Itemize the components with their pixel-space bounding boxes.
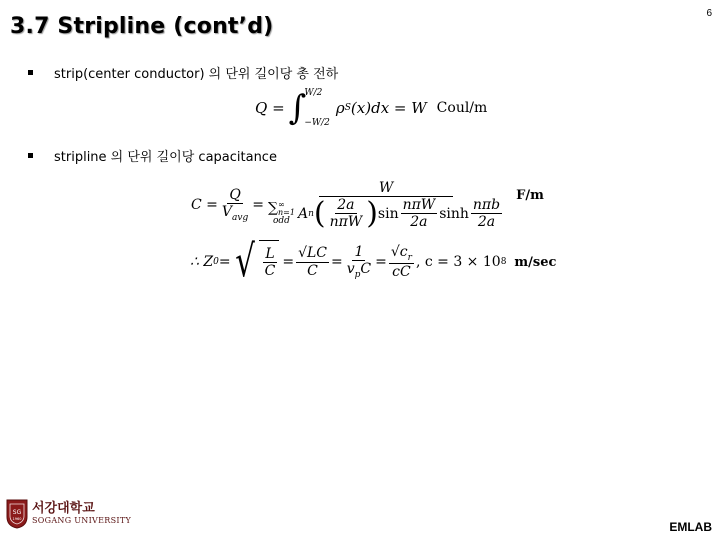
eq3-eq1: =	[218, 254, 231, 270]
eq2-f3-num: nπb	[472, 197, 501, 214]
sum-symbol: ∑	[267, 200, 278, 217]
eq2-f3	[471, 197, 502, 230]
eq2-A: A	[297, 205, 309, 222]
eq3-f2-num: √LC	[298, 245, 327, 262]
eq2-big-frac	[266, 180, 506, 230]
eq3-s1	[263, 246, 278, 279]
logo-english-text: SOGANG UNIVERSITY	[32, 516, 132, 526]
bullet-text: stripline 의 단위 길이당 capacitance	[54, 150, 277, 165]
sum-odd: odd	[272, 216, 290, 227]
equation-capacitance	[191, 180, 544, 230]
university-seal-icon	[6, 499, 28, 529]
eq3-f3-den-sub: p	[354, 269, 361, 280]
eq3-f2	[296, 245, 329, 278]
paren-open: (	[313, 195, 326, 231]
eq2-f2-num: nπW	[402, 197, 436, 214]
eq3-f2-den: C	[307, 262, 318, 279]
svg-text:SG: SG	[12, 509, 22, 516]
eq2-frac1-den-sub: avg	[232, 212, 249, 223]
eq3-s1-den: C	[264, 263, 276, 279]
bullet-text: strip(center conductor) 의 단위 길이당 총 전하	[54, 67, 339, 82]
eq2-f2	[401, 197, 438, 230]
eq3-z-sub: 0	[213, 257, 219, 267]
integral-limits	[304, 88, 330, 128]
eq3-f3-num: 1	[354, 243, 364, 260]
eq1-rho-sub: S	[344, 103, 351, 113]
equation-impedance	[190, 236, 557, 287]
integral-lower-limit: −W/2	[304, 118, 330, 128]
paren-close: )	[366, 195, 378, 231]
eq3-f4-den: cC	[392, 264, 411, 281]
eq2-sum	[268, 201, 295, 226]
eq2-A-sub: n	[308, 208, 314, 219]
footer-lab-name: EMLAB	[669, 520, 712, 534]
eq2-f1	[328, 197, 365, 230]
eq2-unit: F/m	[516, 187, 544, 203]
bullet-marker	[28, 70, 33, 75]
eq3-f4	[389, 244, 414, 280]
eq3-sqrt-lc: √ $\frac{L}{C}$	[231, 240, 280, 284]
eq3-f4-num-sub: r	[407, 252, 412, 263]
eq2-f3-den: 2a	[477, 214, 496, 231]
eq2-big-den	[266, 197, 506, 230]
eq1-lhs: Q =	[255, 99, 285, 117]
sum-upper: ∞	[277, 200, 285, 210]
slide-title: 3.7 Stripline (cont’d)	[10, 14, 274, 39]
integral-sign: ∫	[288, 88, 307, 128]
integral	[289, 88, 330, 128]
eq3-f4-num: √c	[390, 243, 408, 260]
eq3-unit: m/sec	[514, 254, 557, 270]
eq2-sin: sin	[377, 205, 399, 222]
university-logo	[6, 499, 131, 529]
eq2-big-num: W	[319, 180, 453, 197]
eq3-f3-den: v	[346, 260, 355, 277]
bullet-item-capacitance	[28, 146, 277, 165]
logo-korean-text: 서강대학교	[32, 501, 95, 517]
eq3-exp: 8	[500, 257, 507, 267]
eq2-f1-num: 2a	[337, 197, 355, 214]
eq3-s1-num: L	[265, 245, 275, 262]
eq1-unit: Coul/m	[436, 100, 488, 116]
page-number: 6	[706, 8, 712, 19]
eq2-f2-den: 2a	[410, 214, 428, 231]
bullet-marker	[28, 153, 33, 158]
eq3-tail: , c = 3 × 10	[415, 254, 501, 270]
eq2-f1-den: nπW	[329, 214, 363, 231]
eq2-equals: =	[252, 197, 264, 214]
integral-upper-limit: W/2	[304, 88, 323, 98]
eq3-eq4: =	[375, 254, 387, 270]
eq2-frac1-den: V	[221, 204, 233, 221]
seal-text: 1960	[12, 517, 22, 521]
eq2-lhs: C =	[191, 197, 218, 214]
eq2-frac-q-v	[220, 187, 250, 223]
eq1-integrand: ρ	[335, 99, 345, 117]
eq3-f3-den-rest: C	[360, 260, 372, 277]
eq3-eq2: =	[282, 254, 295, 270]
eq2-frac1-num: Q	[229, 187, 241, 204]
bullet-item-charge	[28, 63, 338, 82]
eq3-eq3: =	[331, 254, 343, 270]
eq1-integrand-rest: (x)dx = W	[350, 99, 427, 117]
eq3-therefore: ∴ Z	[190, 254, 214, 270]
eq3-f3	[345, 244, 373, 280]
eq2-sinh: sinh	[439, 205, 469, 222]
equation-charge	[255, 88, 487, 128]
sum-lower: n=1	[277, 208, 295, 218]
